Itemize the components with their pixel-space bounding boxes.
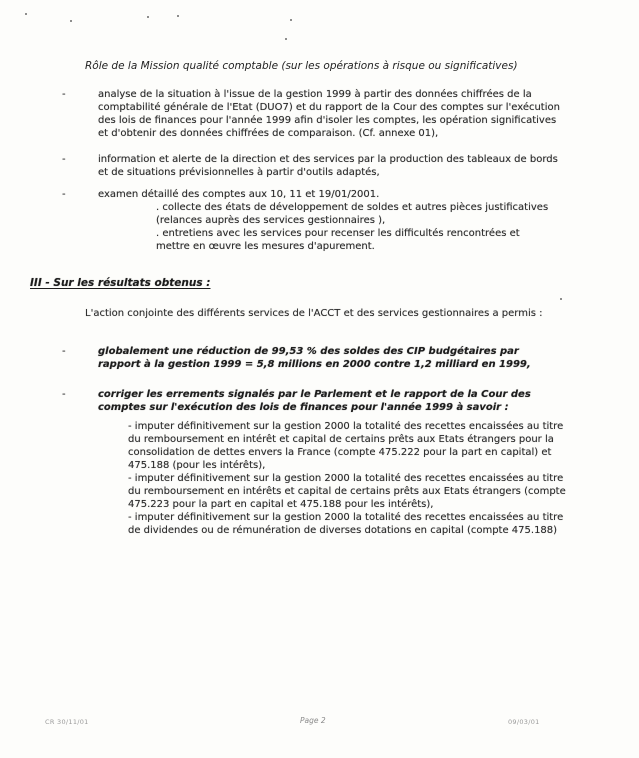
bullet-dash: - [62,89,66,100]
detail-item-imputer-2: - imputer définitivement sur la gestion 2000 la totalité des recettes encaissées au titre du remboursement en intérêts et capital de certains prêts aux Etats étrangers (compte 475.223 pour la part en capital et 475.188 pour les intérêts), [128,473,566,510]
scan-speckle [290,19,292,21]
sub-item-entretiens: . entretiens avec les services pour recenser les difficultés rencontrées et mettre en œuvre les mesures d'apurement. [156,228,520,252]
role-bullet-text: information et alerte de la direction et des services par la production des tableaux de bords et de situations prévisionnelles à partir d'outils adaptés, [98,154,558,178]
results-section-heading: III - Sur les résultats obtenus : [30,277,211,289]
scan-speckle [560,298,562,300]
bullet-dash: - [62,189,66,200]
sub-item-collecte: . collecte des états de développement de soldes et autres pièces justificatives (relances auprès des services gestionnaires ), [156,202,549,226]
role-bullet-text [98,188,560,253]
role-bullet-examen [62,188,560,253]
results-intro: L'action conjointe des différents services de l'ACCT et des services gestionnaires a permis : [85,308,543,319]
results-bullet-text: corriger les errements signalés par le Parlement et le rapport de la Cour des comptes sur l'exécution des lois de finances pour l'année 1999 à savoir : [98,389,531,413]
footer-page-number: Page 2 [300,716,326,725]
detail-item-imputer-3: - imputer définitivement sur la gestion 2000 la totalité des recettes encaissées au titre de dividendes ou de rémunération de diverses dotations en capital (compte 475.188) [128,512,564,536]
role-bullet-examen-line: examen détaillé des comptes aux 10, 11 et 19/01/2001. [98,189,380,200]
results-bullet-reduction [62,345,562,371]
scan-speckle [70,20,72,22]
detail-item-imputer-1: - imputer définitivement sur la gestion 2000 la totalité des recettes encaissées au titre du remboursement en intérêt et capital de certains prêts aux Etats étrangers pour la consolidation de dettes envers la France (compte 475.222 pour la part en capital) et 475.188 (pour les intérêts), [128,421,564,471]
bullet-dash: - [62,346,66,357]
role-section-heading: Rôle de la Mission qualité comptable (sur les opérations à risque ou significatives) [85,60,518,72]
bullet-dash: - [62,154,66,165]
footer-reference: CR 30/11/01 [45,718,89,726]
results-detail-items [128,420,570,537]
role-bullet-text: analyse de la situation à l'issue de la gestion 1999 à partir des données chiffrées de la comptabilité générale de l'Etat (DUO7) et du rapport de la Cour des comptes sur l'exécution des lois de finances pour l'année 1999 afin d'isoler les comptes, les opération significatives et d'obtenir des données chiffrées de comparaison. (Cf. annexe 01), [98,89,560,139]
scan-speckle [25,13,27,15]
scan-speckle [177,15,179,17]
role-bullet-analyse [62,88,560,140]
scan-speckle [147,16,149,18]
results-bullet-corriger [62,388,562,414]
footer-date: 09/03/01 [508,718,540,726]
bullet-dash: - [62,389,66,400]
role-bullet-information [62,153,560,179]
examen-sub-items [156,201,556,253]
results-bullet-text: globalement une réduction de 99,53 % des soldes des CIP budgétaires par rapport à la gestion 1999 = 5,8 millions en 2000 contre 1,2 milliard en 1999, [98,346,531,370]
scan-speckle [285,38,287,40]
